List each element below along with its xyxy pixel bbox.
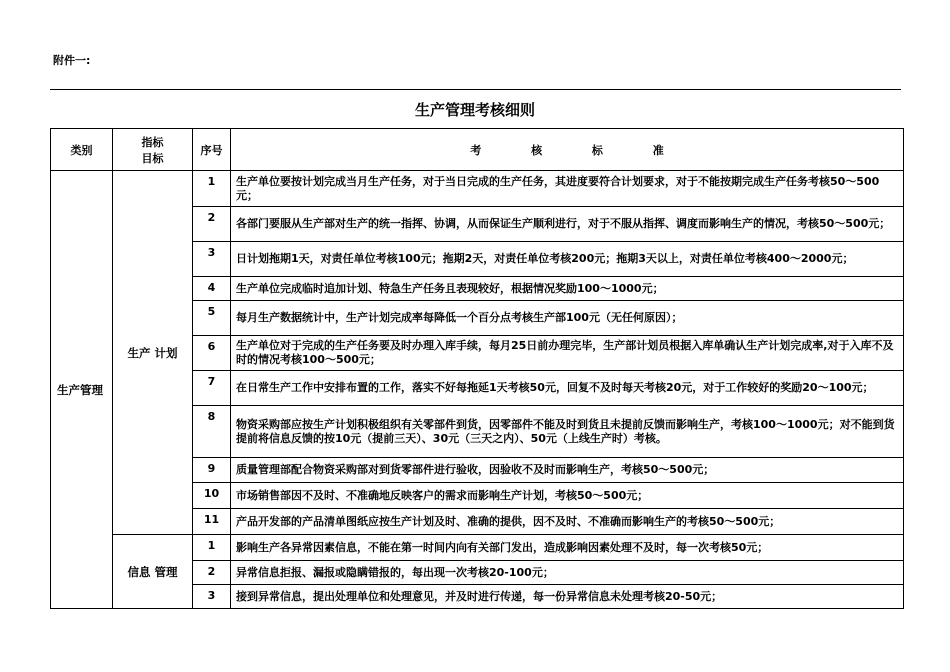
row-text: 质量管理部配合物资采购部对到货零部件进行验收，因验收不及时而影响生产，考核50～500元；: [231, 458, 904, 483]
header-indicator-line1: 指标: [141, 135, 164, 149]
header-standard: [231, 129, 904, 171]
table-header-row: [51, 129, 904, 171]
table-row: [51, 535, 904, 561]
attachment-label: 附件一:: [53, 54, 91, 67]
header-indicator: [113, 129, 193, 171]
row-text: 物资采购部应按生产计划积极组织有关零部件到货，因零部件不能及时到货且未提前反馈而影响生产，考核100～1000元；对不能到货提前将信息反馈的按10元（提前三天）、30元（三天之内）、50元（上线生产时）考核。: [231, 406, 904, 458]
table-row: [51, 171, 904, 207]
group-cell-production-plan: 生产 计划: [113, 171, 193, 535]
row-number: 2: [193, 561, 231, 585]
header-standard-char: 考: [470, 143, 482, 157]
row-number: 3: [193, 585, 231, 609]
row-number: 5: [193, 301, 231, 336]
header-standard-char: 标: [591, 143, 603, 157]
header-divider: [50, 89, 901, 90]
row-text: 产品开发部的产品清单图纸应按生产计划及时、准确的提供，因不及时、不准确而影响生产的考核50～500元；: [231, 509, 904, 535]
header-standard-char: 准: [652, 143, 664, 157]
row-number: 4: [193, 277, 231, 301]
row-number: 3: [193, 242, 231, 277]
row-text: 异常信息拒报、漏报或隐瞒错报的，每出现一次考核20-100元；: [231, 561, 904, 585]
row-text: 各部门要服从生产部对生产的统一指挥、协调，从而保证生产顺利进行，对于不服从指挥、调度而影响生产的情况，考核50～500元；: [231, 207, 904, 242]
row-number: 1: [193, 171, 231, 207]
row-number: 1: [193, 535, 231, 561]
document-title: 生产管理考核细则: [414, 101, 535, 119]
row-number: 2: [193, 207, 231, 242]
row-text: 生产单位完成临时追加计划、特急生产任务且表现较好，根据情况奖励100～1000元；: [231, 277, 904, 301]
header-indicator-line2: 目标: [141, 151, 164, 165]
header-standard-char: 核: [531, 143, 543, 157]
row-number: 6: [193, 336, 231, 371]
row-number: 8: [193, 406, 231, 458]
row-text: 生产单位要按计划完成当月生产任务，对于当日完成的生产任务，其进度要符合计划要求，对于不能按期完成生产任务考核50～500元；: [231, 171, 904, 207]
row-text: 每月生产数据统计中，生产计划完成率每降低一个百分点考核生产部100元（无任何原因）；: [231, 301, 904, 336]
row-text: 日计划拖期1天，对责任单位考核100元；拖期2天，对责任单位考核200元；拖期3天以上，对责任单位考核400～2000元；: [231, 242, 904, 277]
category-cell: 生产管理: [51, 171, 113, 609]
assessment-table: [50, 128, 904, 609]
row-number: 10: [193, 483, 231, 509]
group-cell-info-management: 信息 管理: [113, 535, 193, 609]
row-number: 9: [193, 458, 231, 483]
row-text: 接到异常信息，提出处理单位和处理意见，并及时进行传递，每一份异常信息未处理考核20-50元；: [231, 585, 904, 609]
row-number: 7: [193, 371, 231, 406]
row-text: 影响生产各异常因素信息，不能在第一时间内向有关部门发出，造成影响因素处理不及时，每一次考核50元；: [231, 535, 904, 561]
row-text: 在日常生产工作中安排布置的工作，落实不好每拖延1天考核50元，回复不及时每天考核20元，对于工作较好的奖励20～100元；: [231, 371, 904, 406]
row-text: 市场销售部因不及时、不准确地反映客户的需求而影响生产计划，考核50～500元；: [231, 483, 904, 509]
row-number: 11: [193, 509, 231, 535]
header-category: 类别: [51, 129, 113, 171]
header-seq: 序号: [193, 129, 231, 171]
row-text: 生产单位对于完成的生产任务要及时办理入库手续，每月25日前办理完毕，生产部计划员根据入库单确认生产计划完成率,对于入库不及时的情况考核100～500元；: [231, 336, 904, 371]
